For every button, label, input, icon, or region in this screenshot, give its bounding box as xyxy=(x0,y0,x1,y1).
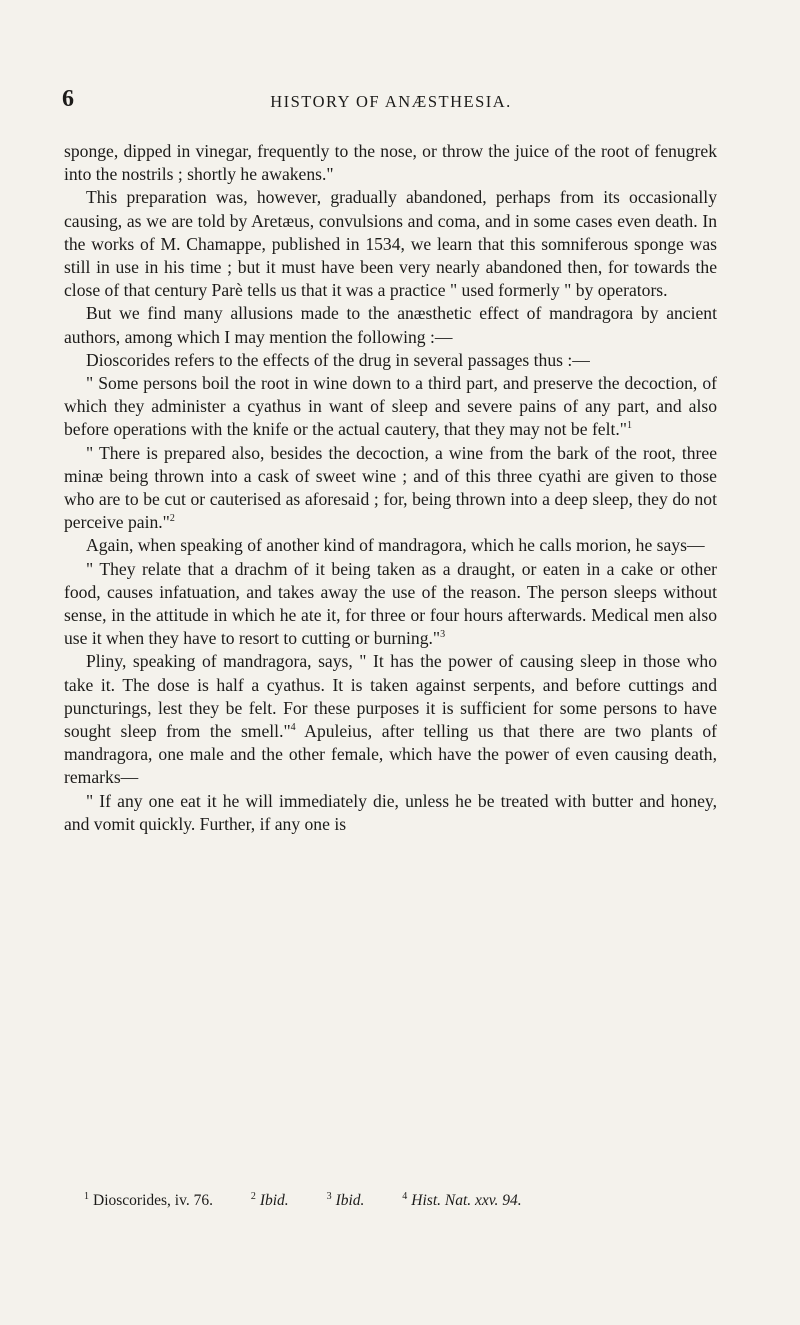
paragraph-3: But we find many allusions made to the anæsthetic effect of mandragora by ancient authors, among which I may mention the following :— xyxy=(64,303,717,347)
running-head: HISTORY OF ANÆSTHESIA. xyxy=(270,92,512,111)
footnote-text-4: Hist. Nat. xxv. 94. xyxy=(411,1192,522,1209)
footnote-1 xyxy=(84,1191,213,1211)
footnote-ref-4: 4 xyxy=(290,722,296,734)
paragraph-8 xyxy=(64,558,717,651)
footnote-4 xyxy=(402,1191,521,1211)
footnote-mark-4: 4 xyxy=(402,1190,408,1202)
paragraph-6 xyxy=(64,442,717,535)
footnote-mark-1: 1 xyxy=(84,1190,89,1202)
paragraph-10: " If any one eat it he will immediately die, unless he be treated with butter and honey, and vomit quickly. Further, if any one is xyxy=(64,790,717,834)
paragraph-5-text: " Some persons boil the root in wine down to a third part, and preserve the decoction, of which they administer a cyathus in want of sleep and severe pains of any part, and also before operations with the knife or the actual cautery, that they may not be felt." xyxy=(64,373,717,440)
footnote-mark-2: 2 xyxy=(250,1190,256,1202)
paragraph-5 xyxy=(64,372,717,442)
paragraph-1: sponge, dipped in vinegar, frequently to the nose, or throw the juice of the root of fenugrek into the nostrils ; shortly he awakens." xyxy=(64,141,717,185)
paragraph-7: Again, when speaking of another kind of mandragora, which he calls morion, he says— xyxy=(86,535,705,556)
footnote-mark-3: 3 xyxy=(326,1190,332,1202)
paragraph-9-text: Pliny, speaking of mandragora, says, " It has the power of causing sleep in those who take it. The dose is half a cyathus. It is taken against serpents, and before cuttings and puncturings, lest they be felt. For these purposes it is sufficient for some persons to have sought sleep from the smell." xyxy=(64,651,717,742)
footnote-text-1: Dioscorides, iv. 76. xyxy=(93,1192,213,1209)
paragraph-8-text: " They relate that a drachm of it being taken as a draught, or eaten in a cake or other food, causes infatuation, and takes away the use of the reason. The person sleeps without sense, in the attitude in which he ate it, for three or four hours afterwards. Medical men also use it when they have to resort to cutting or burning." xyxy=(64,558,717,649)
footnote-text-2: Ibid. xyxy=(259,1192,289,1209)
footnote-text-3: Ibid. xyxy=(335,1192,365,1209)
page-header xyxy=(62,86,720,112)
paragraph-9-cont: Apuleius, after telling us that there are two plants of mandragora, one male and the other female, which have the power of even causing death, remarks— xyxy=(64,721,717,788)
page-number: 6 xyxy=(62,86,74,112)
footnotes xyxy=(84,1191,724,1211)
footnote-ref-3: 3 xyxy=(440,629,446,641)
paragraph-2: This preparation was, however, gradually abandoned, perhaps from its occasionally causing, as we are told by Aretæus, convulsions and coma, and in some cases even death. In the works of M. Chamappe, published in 1534, we learn that this somniferous sponge was still in use in his time ; but it must have been very nearly abandoned then, for towards the close of that century Parè tells us that it was a practice " used formerly " by operators. xyxy=(64,187,717,301)
footnote-ref-2: 2 xyxy=(169,513,175,525)
footnote-3 xyxy=(327,1191,365,1211)
body-text xyxy=(64,140,717,836)
paragraph-4: Dioscorides refers to the effects of the drug in several passages thus :— xyxy=(86,349,590,370)
footnote-2 xyxy=(251,1191,289,1211)
paragraph-9 xyxy=(64,650,717,789)
paragraph-6-text: " There is prepared also, besides the decoction, a wine from the bark of the root, three minæ being thrown into a cask of sweet wine ; and of this three cyathi are given to those who are to be cut or cauterised as aforesaid ; for, being thrown into a deep sleep, they do not perceive pain." xyxy=(64,442,717,533)
footnote-ref-1: 1 xyxy=(626,420,632,432)
